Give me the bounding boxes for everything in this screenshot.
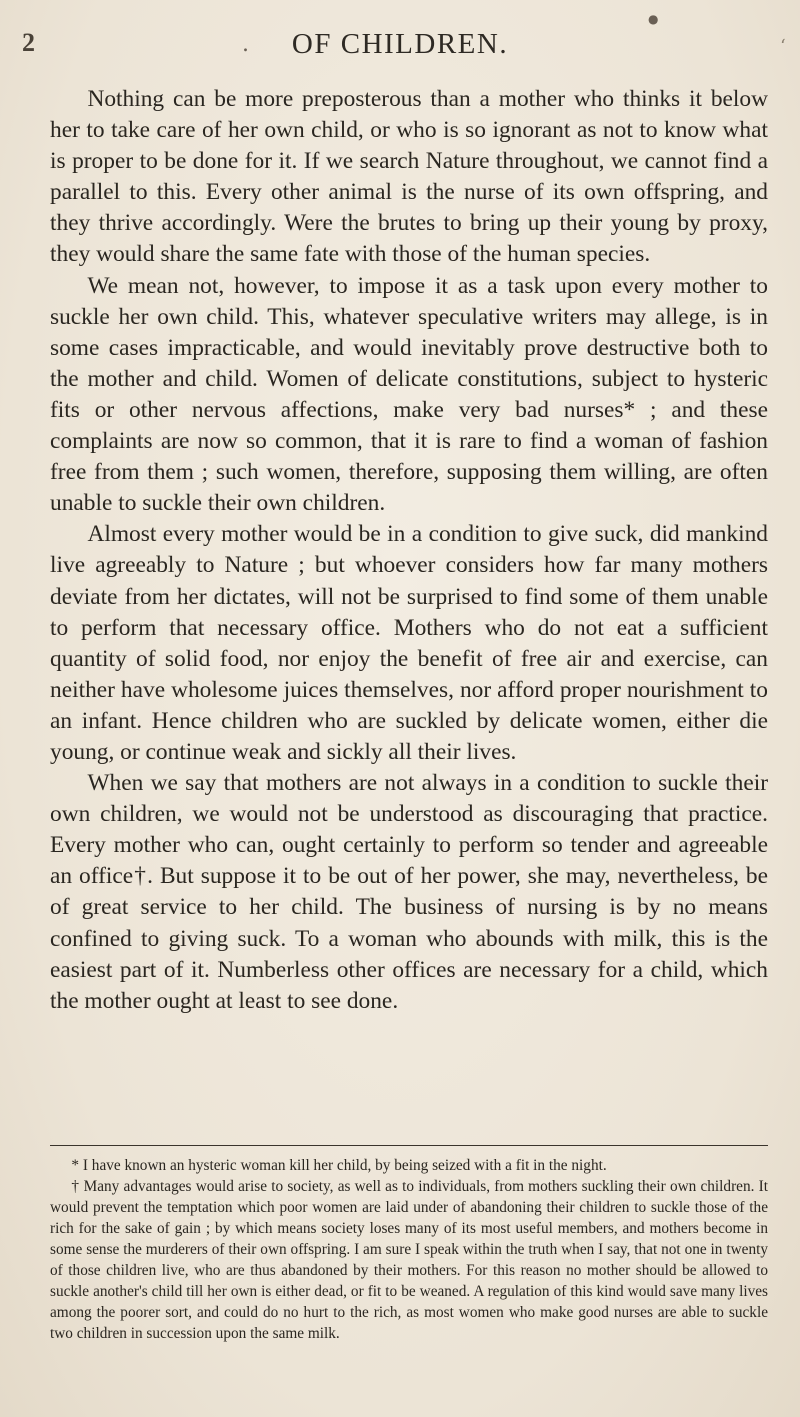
footnote: † Many advantages would arise to society, as well as to individuals, from mothers suckling their own children. It would prevent the temptation which poor women are laid under of abandoning their children to suckle those of the rich for the sake of gain ; by which means society loses many of its most useful members, and mothers become in some sense the murderers of their own offspring. I am sure I speak within the truth when I say, that not one in twenty of those children live, who are thus abandoned by their mothers. For this reason no mother should be allowed to suckle another's child till her own is either dead, or fit to be weaned. A regulation of this kind would save many lives among the poorer sort, and could do no hurt to the rich, as most women who make good nurses are able to suckle two children in succession upon the same milk.	[50, 1178, 768, 1342]
paragraph: Almost every mother would be in a condition to give suck, did mankind live agreeably to Nature ; but whoever considers how far many mothers deviate from her dictates, will not be surprised to find some of them unable to perform that necessary office. Mothers who do not eat a sufficient quantity of solid food, nor enjoy the benefit of free air and exercise, can neither have wholesome juices themselves, nor afford proper nourishment to an infant. Hence children who are suckled by delicate women, either die young, or continue weak and sickly all their lives.	[50, 521, 768, 765]
print-mark-icon: ●	[648, 12, 659, 26]
header-dot-icon: .	[242, 32, 249, 57]
page-header	[0, 10, 800, 60]
footnote: * I have known an hysteric woman kill her child, by being seized with a fit in the night.	[71, 1157, 607, 1174]
footnote-divider	[50, 1145, 768, 1146]
page-number: 2	[22, 28, 35, 57]
running-head: OF CHILDREN.	[291, 28, 509, 60]
footnotes	[50, 1155, 768, 1344]
body-text	[50, 84, 768, 1017]
paragraph: Nothing can be more preposterous than a mother who thinks it below her to take care of her own child, or who is so ignorant as not to know what is proper to be done for it. If we search Nature throughout, we cannot find a parallel to this. Every other animal is the nurse of its own offspring, and they thrive accordingly. Were the brutes to bring up their young by proxy, they would share the same fate with those of the human species.	[50, 86, 768, 268]
corner-mark-icon: ‘	[780, 36, 786, 57]
paragraph: When we say that mothers are not always in a condition to suckle their own children, we would not be understood as discouraging that practice. Every mother who can, ought certainly to perform so tender and agreeable an office†. But suppose it to be out of her power, she may, nevertheless, be of great service to her child. The business of nursing is by no means confined to giving suck. To a woman who abounds with milk, this is the easiest part of it. Numberless other offices are necessary for a child, which the mother ought at least to see done.	[50, 770, 768, 1014]
paragraph: We mean not, however, to impose it as a task upon every mother to suckle her own child. This, whatever speculative writers may allege, is in some cases impracticable, and would inevitably prove destructive both to the mother and child. Women of delicate constitutions, subject to hysteric fits or other nervous affections, make very bad nurses* ; and these complaints are now so common, that it is rare to find a woman of fashion free from them ; such women, therefore, supposing them willing, are often unable to suckle their own children.	[50, 272, 768, 517]
